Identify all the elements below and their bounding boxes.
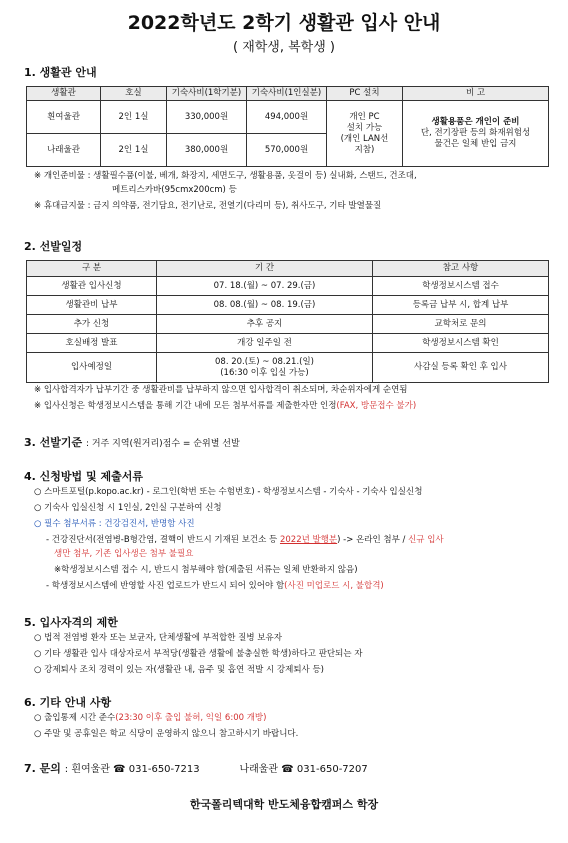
page-title: 2022학년도 2학기 생활관 입사 안내 [127,12,441,34]
cell-period: 추후 공지 [157,315,373,334]
cell-room: 2인 1실 [101,101,167,134]
cell-hall: 나래울관 [27,134,101,167]
cell-hall: 흰여울관 [27,101,101,134]
personal-items-note-cont: 메트리스카바(95cmx200cm) 등 [112,185,237,195]
sec5-line: ○ 법적 전염병 환자 또는 보균자, 단체생활에 부적합한 질병 보유자 [34,633,282,643]
text-red: 신규 입사 [408,535,444,545]
pc-line: 설치 가능 [346,122,383,133]
col-item: 구 분 [27,261,157,277]
pc-line: 개인 PC [349,111,380,122]
sec4-line: ※학생정보시스템 접수 시, 반드시 첨부해야 함(제출된 서류는 일체 반환하지 않음) [54,565,358,575]
prohibited-items-note [34,200,381,212]
pc-line: (개인 LAN선 [340,133,389,144]
cell-pc [327,101,403,167]
text: - 건강진단서(전염병-B형간염, 결핵이 반드시 기재된 보건소 등 [46,535,280,545]
col-fee1: 기숙사비(1학기분) [167,87,247,101]
note-label: ※ 휴대금지물 : [34,201,91,211]
cell-period: 07. 18.(월) ~ 07. 29.(금) [157,277,373,296]
contact-2: 나래울관 ☎ 031-650-7207 [239,764,368,775]
table-header-row [27,87,549,101]
cell-fee1: 380,000원 [167,134,247,167]
cell-item: 추가 신청 [27,315,157,334]
remark-line: 물건은 일체 반입 금지 [434,139,517,149]
page-subtitle: ( 재학생, 복학생 ) [232,40,336,55]
section-7-heading [24,760,368,776]
table-row [27,334,549,353]
heading-text: 7. 문의 [24,762,61,775]
note-text: ※ 입사신청은 학생정보시스템을 통해 기간 내에 모든 첨부서류를 제출한자만 인정 [34,401,337,411]
note-label: ※ 개인준비물 : [34,171,91,181]
dorm-info-table [26,86,549,167]
sec5-line: ○ 기타 생활관 입사 대상자로서 부적당(생활관 생활에 불충실한 학생)하다고 판단되는 자 [34,649,363,659]
sec4-line: 생만 첨부, 기존 입사생은 첨부 불필요 [54,549,194,559]
col-fee2: 기숙사비(1인실분) [247,87,327,101]
cell-ref: 교학처로 문의 [373,315,549,334]
cell-ref: 학생정보시스템 확인 [373,334,549,353]
text: - 학생정보시스템에 반영할 사진 업로드가 반드시 되어 있어야 함 [46,581,285,591]
col-room: 호실 [101,87,167,101]
note-text: 생활필수품(이불, 베개, 화장지, 세면도구, 생활용품, 옷걸이 등) 실내화, 스탠드, 건조대, [93,171,417,181]
col-remark: 비 고 [403,87,549,101]
section-5-heading: 5. 입사자격의 제한 [24,616,118,629]
period-line: (16:30 이후 입실 가능) [220,367,309,378]
text: ) -> 온라인 첨부 / [337,535,409,545]
text-red-underline: 2022년 발행분 [279,535,338,545]
sec4-line [46,580,384,592]
table-row [27,353,549,383]
remark-bold: 생활용품은 개인이 준비 [431,117,520,127]
sec4-line: ○ 기숙사 입실신청 시 1인실, 2인실 구분하여 신청 [34,503,222,513]
pc-line: 지참) [354,144,375,155]
sec4-line [46,534,444,546]
cell-period: 개강 일주일 전 [157,334,373,353]
section-4-heading: 4. 신청방법 및 제출서류 [24,470,143,483]
cell-ref: 등록금 납부 시, 합계 납부 [373,296,549,315]
col-ref: 참고 사항 [373,261,549,277]
section-6-heading: 6. 기타 안내 사항 [24,696,112,709]
note-red: (FAX, 방문접수 불가) [336,401,417,411]
table-row [27,296,549,315]
table-row [27,277,549,296]
section-1-heading: 1. 생활관 안내 [24,66,97,79]
note-text: 금지 의약품, 전기담요, 전기난로, 전열기(다리미 등), 취사도구, 기타 발열물질 [93,201,382,211]
col-hall: 생활관 [27,87,101,101]
cell-item: 입사예정일 [27,353,157,383]
sec5-line: ○ 강제퇴사 조치 경력이 있는 자(생활관 내, 음주 및 흡연 적발 시 강제퇴사 등) [34,665,324,675]
heading-content: : 거주 지역(원거리)점수 = 순위별 선발 [86,439,240,449]
text-red: (사진 미업로드 시, 불합격) [284,581,384,591]
cell-item: 생활관 입사신청 [27,277,157,296]
contact-1: : 흰여울관 ☎ 031-650-7213 [64,764,200,775]
period-line: 08. 20.(토) ~ 08.21.(일) [215,356,314,367]
section-3-heading [24,434,240,450]
schedule-note-1: ※ 입사합격자가 납부기간 중 생활관비를 납부하지 않으면 입사합격이 취소되며, 차순위자에게 순연됨 [34,385,408,395]
remark-line: 단, 전기장판 등의 화재위험성 [420,128,531,138]
cell-ref: 사감실 등록 확인 후 입사 [373,353,549,383]
cell-ref: 학생정보시스템 접수 [373,277,549,296]
section-2-heading: 2. 선발일정 [24,240,83,253]
table-row [27,315,549,334]
cell-room: 2인 1실 [101,134,167,167]
sec6-line [34,712,266,724]
heading-text: 3. 선발기준 [24,436,83,449]
cell-remark [403,101,549,167]
table-row [27,101,549,134]
col-pc: PC 설치 [327,87,403,101]
schedule-table [26,260,549,383]
sec4-required-docs: ○ 필수 첨부서류 : 건강검진서, 반명함 사진 [34,519,195,529]
schedule-note-2 [34,400,416,412]
cell-period: 08. 08.(월) ~ 08. 19.(금) [157,296,373,315]
sec6-line: ○ 주말 및 공휴일은 학교 식당이 운영하지 않으니 참고하시기 바랍니다. [34,729,299,739]
cell-fee2: 570,000원 [247,134,327,167]
cell-item: 호실배정 발표 [27,334,157,353]
table-header-row [27,261,549,277]
col-period: 기 간 [157,261,373,277]
cell-period [157,353,373,383]
signature-footer: 한국폴리텍대학 반도체융합캠퍼스 학장 [189,798,379,811]
text: ○ 출입통제 시간 준수 [34,713,116,723]
cell-fee1: 330,000원 [167,101,247,134]
cell-item: 생활관비 납부 [27,296,157,315]
sec4-line: ○ 스마트포털(p.kopo.ac.kr) - 로그인(학번 또는 수험번호) - 학생정보시스템 - 기숙사 - 기숙사 입실신청 [34,487,423,497]
text-red: (23:30 이후 출입 불허, 익일 6:00 개방) [115,713,267,723]
cell-fee2: 494,000원 [247,101,327,134]
personal-items-note [34,170,417,182]
